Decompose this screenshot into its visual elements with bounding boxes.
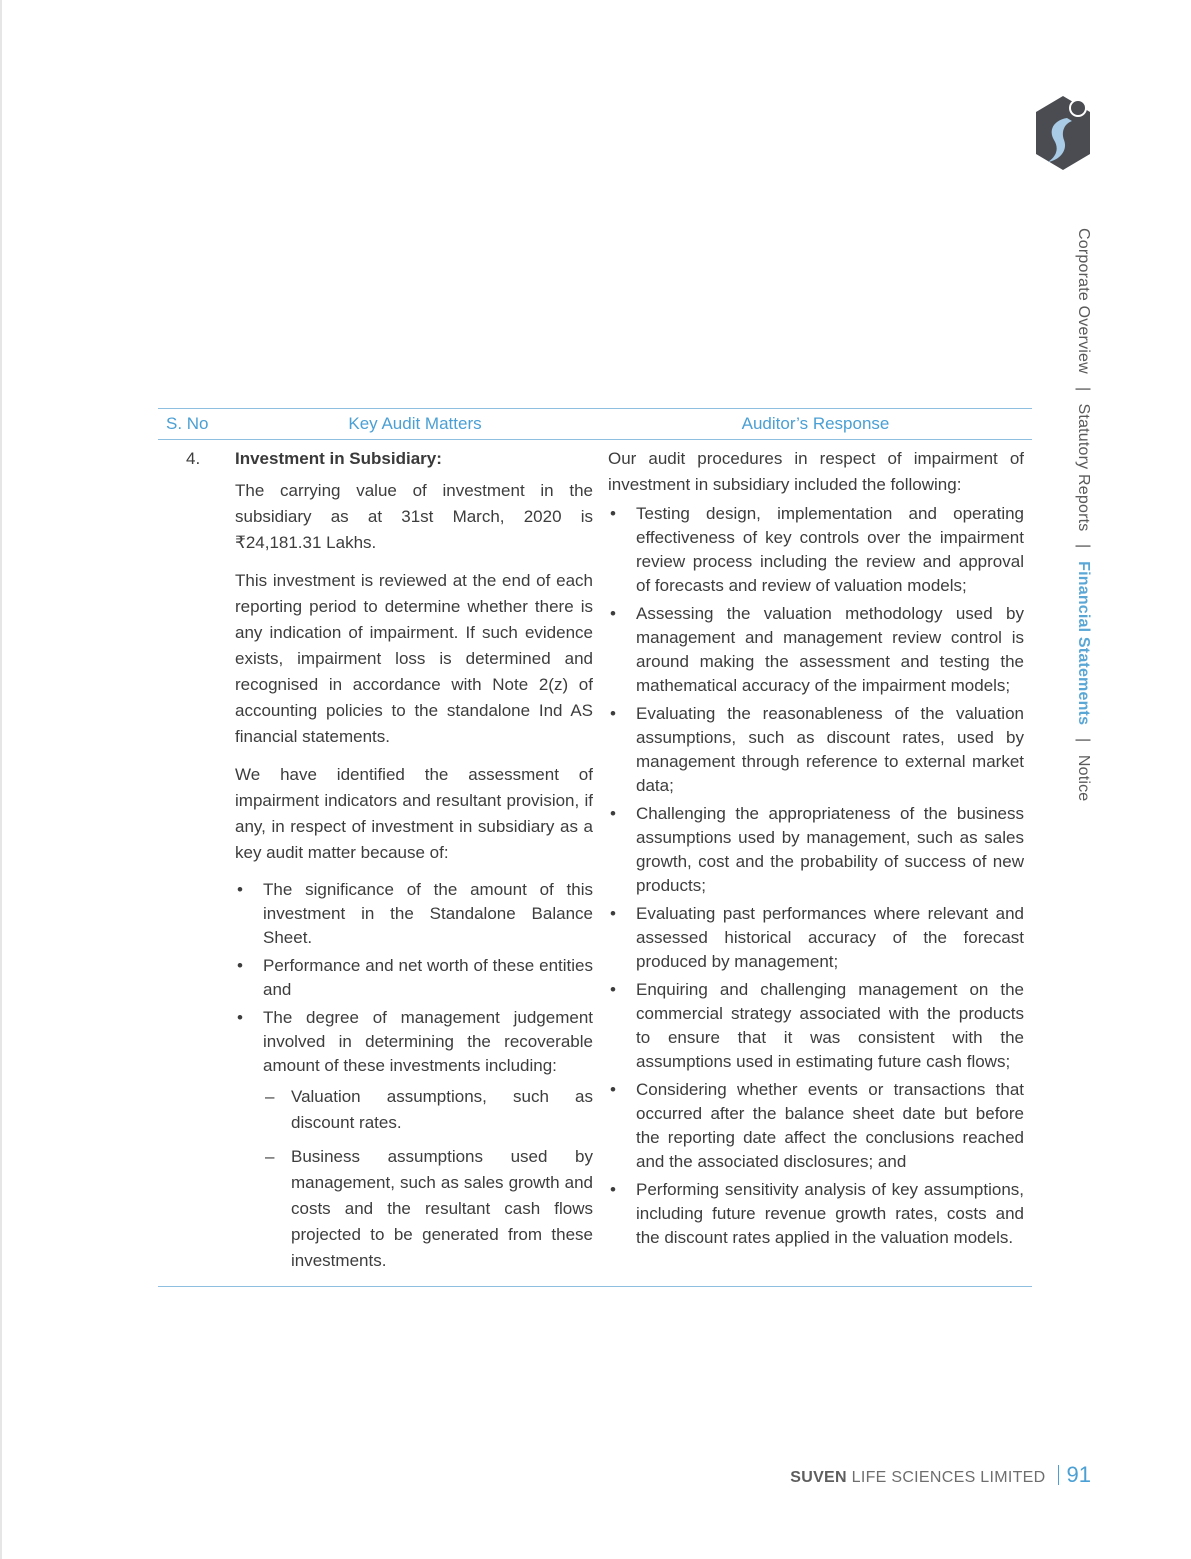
table-row	[158, 440, 1032, 1287]
auditor-response-cell	[599, 440, 1032, 1287]
response-intro: Our audit procedures in respect of impairment of investment in subsidiary included the following:	[608, 449, 1024, 494]
list-item-text: The degree of management judgement involved in determining the recoverable amount of these investments including:	[263, 1008, 593, 1075]
company-name-bold: SUVEN	[790, 1469, 847, 1486]
nav-item-notice[interactable]: Notice	[1075, 754, 1092, 802]
nav-separator: |	[1075, 737, 1092, 743]
matter-paragraph: The carrying value of investment in the subsidiary as at 31st March, 2020 is ₹24,181.31 Lakhs.	[235, 481, 593, 552]
header-key-audit-matters: Key Audit Matters	[231, 409, 599, 440]
page-number: 91	[1066, 1462, 1091, 1487]
row-sno: 4.	[186, 449, 201, 468]
matter-reasons-list	[235, 878, 593, 1274]
nav-separator: |	[1075, 386, 1092, 391]
page-footer	[700, 1462, 1091, 1488]
nav-item-statutory-reports[interactable]: Statutory Reports	[1075, 403, 1092, 532]
header-auditors-response: Auditor’s Response	[599, 409, 1032, 440]
matter-paragraph: We have identified the assessment of impairment indicators and resultant provision, if any, in respect of investment in subsidiary as a key audit matter because of:	[235, 765, 593, 862]
list-item: • Challenging the appropriateness of the business assumptions used by management, such as sales growth, cost and the probability of success of new products;	[608, 802, 1024, 898]
footer-divider	[1058, 1465, 1059, 1485]
list-item: • Considering whether events or transactions that occurred after the balance sheet date but before the reporting date affect the conclusions reached and the associated disclosures; and	[608, 1078, 1024, 1174]
key-audit-matters-table	[158, 408, 1032, 1287]
list-item	[235, 1006, 593, 1274]
matter-paragraph: This investment is reviewed at the end of each reporting period to determine whether there is any indication of impairment. If such evidence exists, impairment loss is determined and recognised in accordance with Note 2(z) of accounting policies to the standalone Ind AS financial statements.	[235, 571, 593, 746]
list-item: • Testing design, implementation and operating effectiveness of key controls over the impairment review process including the review and approval of forecasts and review of valuation models;	[608, 502, 1024, 598]
section-navigation	[1074, 228, 1092, 801]
list-item: • Enquiring and challenging management on the commercial strategy associated with the products to ensure that it was consistent with the assumptions used in estimating future cash flows;	[608, 978, 1024, 1074]
page-edge	[0, 0, 2, 1559]
list-item: • Performance and net worth of these entities and	[235, 954, 593, 1002]
company-name	[790, 1469, 1045, 1486]
company-name-rest: LIFE SCIENCES LIMITED	[846, 1469, 1046, 1486]
list-item: • Evaluating the reasonableness of the valuation assumptions, such as discount rates, used by management through reference to external market data;	[608, 702, 1024, 798]
sub-list-item: – Business assumptions used by management, such as sales growth and costs and the resultant cash flows projected to be generated from these investments.	[263, 1144, 593, 1274]
list-item: • Assessing the valuation methodology used by management and management review control is around making the assessment and testing the mathematical accuracy of the impairment models;	[608, 602, 1024, 698]
list-item: • The significance of the amount of this investment in the Standalone Balance Sheet.	[235, 878, 593, 950]
sub-list	[263, 1084, 593, 1274]
matter-title: Investment in Subsidiary:	[235, 449, 442, 468]
nav-item-financial-statements[interactable]: Financial Statements	[1075, 561, 1092, 726]
response-procedures-list	[608, 502, 1024, 1250]
list-item: • Evaluating past performances where relevant and assessed historical accuracy of the forecast produced by management;	[608, 902, 1024, 974]
table-header-row	[158, 409, 1032, 440]
sub-list-item: – Valuation assumptions, such as discount rates.	[263, 1084, 593, 1136]
key-audit-matter-cell	[231, 440, 599, 1287]
nav-item-corporate-overview[interactable]: Corporate Overview	[1075, 228, 1092, 374]
list-item: • Performing sensitivity analysis of key assumptions, including future revenue growth rates, costs and the discount rates applied in the valuation models.	[608, 1178, 1024, 1250]
nav-separator: |	[1075, 544, 1092, 549]
header-sno: S. No	[158, 409, 231, 440]
suven-logo-icon	[1034, 94, 1092, 172]
